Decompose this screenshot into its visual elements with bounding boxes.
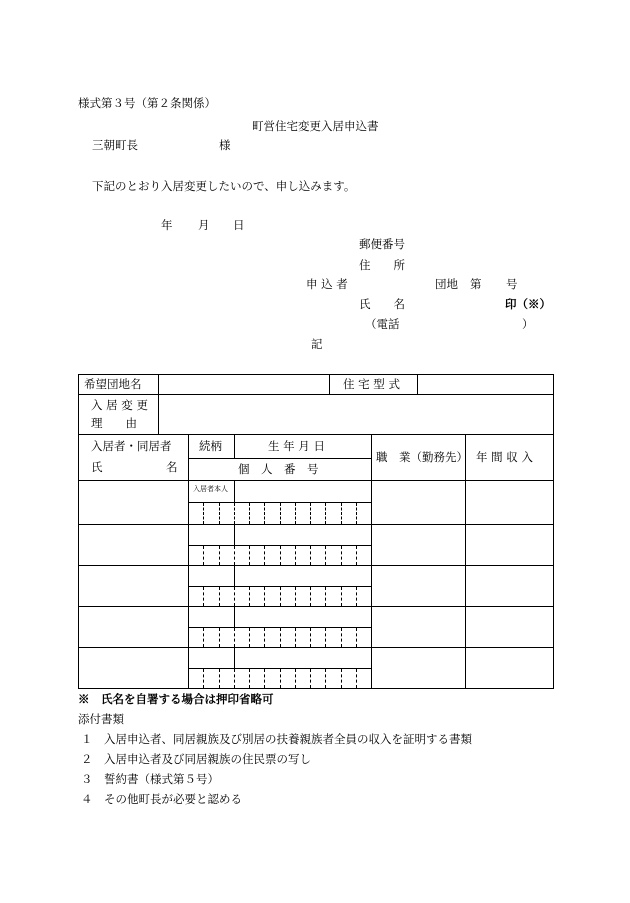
digit-separator xyxy=(310,669,311,688)
attachment-num: １ xyxy=(81,732,93,746)
digit-separator xyxy=(295,546,296,565)
digit-separator xyxy=(341,546,342,565)
digit-separator xyxy=(234,546,235,565)
phone-close: ） xyxy=(522,317,534,331)
col-line xyxy=(417,374,418,394)
dai-label: 第 xyxy=(470,277,482,291)
danchi-label: 団地 xyxy=(435,277,458,291)
col-line xyxy=(371,434,372,689)
digit-separator xyxy=(203,628,204,647)
digit-separator xyxy=(249,546,250,565)
go-label: 号 xyxy=(506,277,518,291)
row-line xyxy=(78,565,554,566)
seal-label: 印（※） xyxy=(505,297,551,311)
digit-separator xyxy=(234,628,235,647)
digit-separator xyxy=(295,587,296,606)
digit-separator xyxy=(264,628,265,647)
application-table xyxy=(78,374,554,689)
digit-separator xyxy=(341,503,342,524)
col-line xyxy=(329,374,330,394)
personal-number-header: 個 人 番 号 xyxy=(238,462,319,476)
date-month-label: 月 xyxy=(198,218,210,232)
postal-code-label: 郵便番号 xyxy=(359,237,405,251)
row-line xyxy=(78,524,554,525)
desired-site-value[interactable] xyxy=(162,376,326,392)
table-border-top xyxy=(78,374,554,375)
digit-separator xyxy=(280,628,281,647)
housing-type-header: 住 宅 型 式 xyxy=(343,377,400,391)
row-line xyxy=(78,647,554,648)
digit-separator xyxy=(356,587,357,606)
digit-separator xyxy=(203,503,204,524)
reason-header-line2: 理 由 xyxy=(91,416,137,430)
col-line xyxy=(234,434,235,458)
digit-separator xyxy=(219,628,220,647)
relation-split-line xyxy=(234,606,235,627)
digit-separator xyxy=(325,503,326,524)
col-line xyxy=(465,434,466,689)
table-border-bottom xyxy=(78,688,554,689)
resident-header-line2a: 氏 xyxy=(91,460,103,474)
digit-separator xyxy=(310,546,311,565)
digit-separator xyxy=(219,587,220,606)
digit-separator xyxy=(264,546,265,565)
digit-separator xyxy=(203,546,204,565)
digit-separator xyxy=(295,669,296,688)
seal-note: ※ 氏名を自署する場合は押印省略可 xyxy=(78,692,274,706)
intro-text: 下記のとおり入居変更したいので、申し込みます。 xyxy=(92,179,356,193)
digit-separator xyxy=(249,669,250,688)
digit-separator xyxy=(325,587,326,606)
digit-separator xyxy=(203,669,204,688)
digit-separator xyxy=(249,587,250,606)
housing-type-value[interactable] xyxy=(421,376,549,392)
subheader-line xyxy=(188,458,371,459)
digit-separator xyxy=(356,546,357,565)
digit-separator xyxy=(341,587,342,606)
relation-split-line xyxy=(234,565,235,586)
table-border-right xyxy=(553,374,554,689)
row-line xyxy=(78,394,554,395)
digit-separator xyxy=(325,546,326,565)
addressee: 三朝町長 xyxy=(92,138,138,152)
name-label: 氏 名 xyxy=(359,297,405,311)
digit-separator xyxy=(219,546,220,565)
digit-separator xyxy=(249,503,250,524)
attachment-text: その他町長が必要と認める xyxy=(104,792,242,806)
desired-site-header: 希望団地名 xyxy=(84,377,142,391)
digit-separator xyxy=(234,587,235,606)
digit-separator xyxy=(234,503,235,524)
digit-separator xyxy=(310,503,311,524)
resident-header-line1: 入居者・同居者 xyxy=(91,439,172,453)
digit-separator xyxy=(356,503,357,524)
address-label: 住 所 xyxy=(359,258,405,272)
birthdate-header: 生 年 月 日 xyxy=(268,439,325,453)
digit-separator xyxy=(280,587,281,606)
row-line xyxy=(78,480,554,481)
digit-separator xyxy=(219,503,220,524)
digit-separator xyxy=(234,669,235,688)
row-line xyxy=(78,434,554,435)
table-border-left xyxy=(78,374,79,689)
attachment-num: ２ xyxy=(81,752,93,766)
relation-split-line xyxy=(234,524,235,545)
digit-separator xyxy=(264,587,265,606)
phone-label: （電話 xyxy=(365,317,400,331)
digit-separator xyxy=(280,503,281,524)
digit-separator xyxy=(310,587,311,606)
digit-separator xyxy=(295,503,296,524)
occupation-header: 職 業（勤務先） xyxy=(376,450,468,464)
digit-separator xyxy=(264,669,265,688)
digit-separator xyxy=(341,669,342,688)
self-label: 入居者本人 xyxy=(193,485,228,493)
attachment-text: 誓約書（様式第５号） xyxy=(104,772,219,786)
reason-header-line1: 入 居 変 更 xyxy=(91,398,148,412)
attachment-num: ３ xyxy=(81,772,93,786)
digit-separator xyxy=(280,669,281,688)
digit-separator xyxy=(280,546,281,565)
honorific: 様 xyxy=(219,138,231,152)
applicant-label: 申 込 者 xyxy=(306,277,348,291)
attachments-title: 添付書類 xyxy=(78,712,124,726)
relation-split-line xyxy=(234,647,235,668)
digit-separator xyxy=(356,669,357,688)
digit-separator xyxy=(325,628,326,647)
document-title: 町営住宅変更入居申込書 xyxy=(252,119,379,133)
relation-header: 続柄 xyxy=(199,439,222,453)
col-line xyxy=(188,434,189,689)
date-year-label: 年 xyxy=(161,218,173,232)
form-number: 様式第３号（第２条関係） xyxy=(78,96,216,110)
attachment-text: 入居申込者及び同居親族の住民票の写し xyxy=(104,752,311,766)
date-day-label: 日 xyxy=(233,218,245,232)
row-line xyxy=(78,606,554,607)
resident-header-line2b: 名 xyxy=(166,460,178,474)
digit-separator xyxy=(295,628,296,647)
digit-separator xyxy=(341,628,342,647)
relation-split-line xyxy=(234,480,235,502)
digit-separator xyxy=(264,503,265,524)
digit-separator xyxy=(219,669,220,688)
col-line xyxy=(158,374,159,434)
digit-separator xyxy=(325,669,326,688)
digit-separator xyxy=(356,628,357,647)
attachment-text: 入居申込者、同居親族及び別居の扶養親族者全員の収入を証明する書類 xyxy=(104,732,472,746)
attachment-num: ４ xyxy=(81,792,93,806)
digit-separator xyxy=(203,587,204,606)
digit-separator xyxy=(249,628,250,647)
annual-income-header: 年 間 収 入 xyxy=(476,450,533,464)
ki-label: 記 xyxy=(311,337,323,351)
digit-separator xyxy=(310,628,311,647)
reason-value[interactable] xyxy=(162,397,550,431)
